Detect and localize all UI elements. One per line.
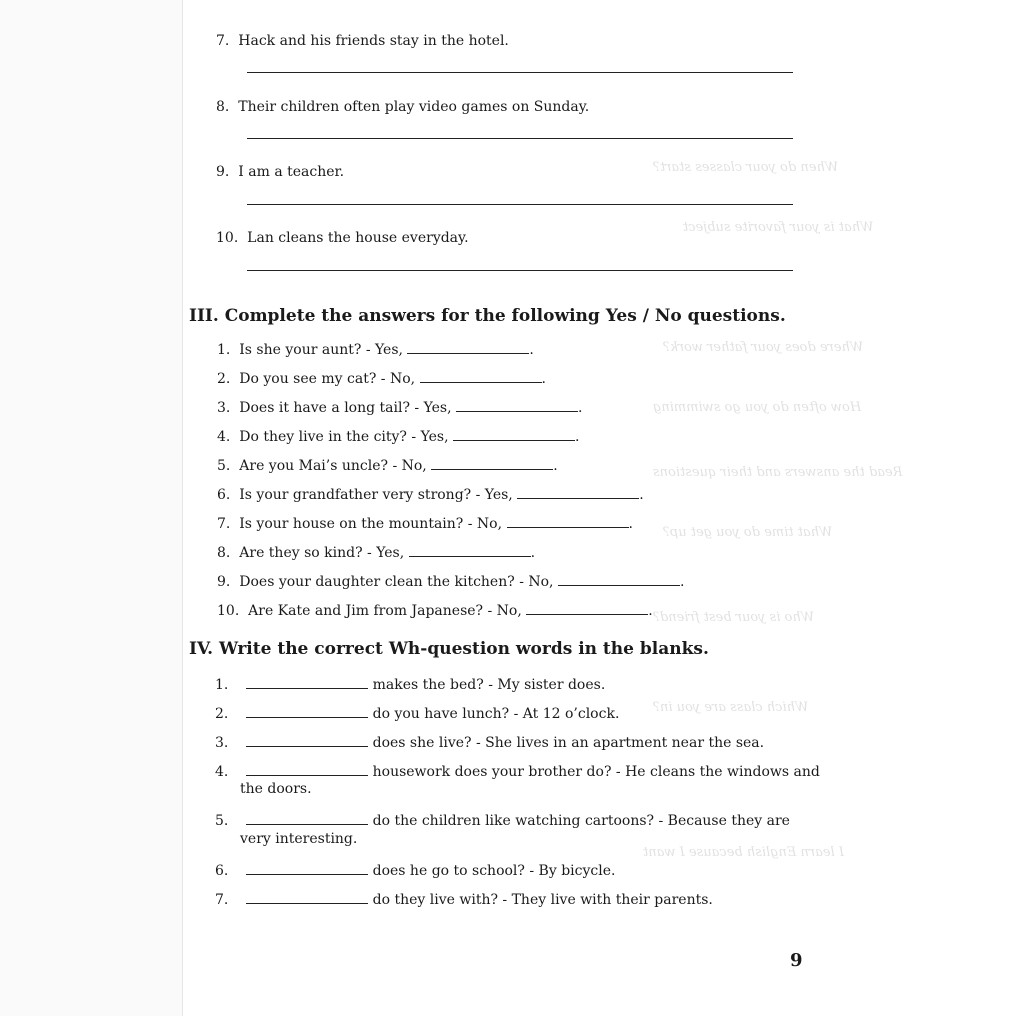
answer-blank[interactable] (558, 573, 680, 586)
item-text: Are they so kind? - Yes, (239, 545, 405, 561)
question-item: 6. Is your grandfather very strong? - Yes, . (217, 487, 644, 503)
item-text: Do you see my cat? - No, (239, 371, 416, 387)
item-number: 7. (216, 33, 230, 49)
item-number: 8. (216, 99, 230, 115)
page-gutter (0, 0, 183, 1016)
item-text: Are you Mai’s uncle? - No, (239, 458, 427, 474)
answer-blank[interactable] (517, 486, 639, 499)
item-text: Does it have a long tail? - Yes, (239, 400, 452, 416)
answer-blank[interactable] (453, 428, 575, 441)
item-number: 7. (215, 892, 229, 908)
question-item: 2. Do you see my cat? - No, . (217, 371, 546, 387)
item-text: I am a teacher. (238, 164, 345, 180)
item-number: 5. (217, 458, 231, 474)
sentence-item (216, 230, 469, 246)
wh-question-item (215, 676, 605, 693)
answer-blank[interactable] (246, 862, 368, 875)
item-text: Is she your aunt? - Yes, (239, 342, 403, 358)
item-text: Lan cleans the house everyday. (247, 230, 469, 246)
item-text: do you have lunch? - At 12 o’clock. (372, 706, 620, 722)
section-iii-title: III. Complete the answers for the following Yes / No questions. (189, 306, 786, 326)
item-number: 7. (217, 516, 231, 532)
answer-blank[interactable] (246, 763, 368, 776)
answer-blank[interactable] (246, 705, 368, 718)
item-number: 6. (217, 487, 231, 503)
wh-question-continuation: very interesting. (240, 831, 358, 847)
sentence-item (216, 99, 589, 115)
sentence-item (216, 33, 509, 49)
answer-line[interactable] (247, 72, 793, 73)
item-number: 2. (215, 706, 229, 722)
item-text: does she live? - She lives in an apartment near the sea. (372, 735, 765, 751)
item-number: 4. (215, 764, 229, 780)
answer-blank[interactable] (431, 457, 553, 470)
item-text: Do they live in the city? - Yes, (239, 429, 449, 445)
answer-blank[interactable] (420, 370, 542, 383)
answer-line[interactable] (247, 270, 793, 271)
answer-blank[interactable] (507, 515, 629, 528)
wh-question-item (215, 862, 615, 879)
page-number: 9 (790, 950, 803, 971)
item-number: 9. (217, 574, 231, 590)
item-number: 1. (215, 677, 229, 693)
item-number: 4. (217, 429, 231, 445)
item-number: 10. (217, 603, 240, 619)
item-text: Is your grandfather very strong? - Yes, (239, 487, 513, 503)
item-text: housework does your brother do? - He cleans the windows and (372, 764, 820, 780)
wh-question-item (215, 734, 764, 751)
item-number: 5. (215, 813, 229, 829)
wh-question-item (215, 763, 820, 780)
item-number: 6. (215, 863, 229, 879)
item-number: 8. (217, 545, 231, 561)
question-item: 7. Is your house on the mountain? - No, . (217, 516, 633, 532)
item-number: 3. (217, 400, 231, 416)
question-item: 3. Does it have a long tail? - Yes, . (217, 400, 583, 416)
item-text: Their children often play video games on Sunday. (238, 99, 590, 115)
item-text: do they live with? - They live with their parents. (372, 892, 713, 908)
item-number: 1. (217, 342, 231, 358)
item-text: do the children like watching cartoons? - Because they are (372, 813, 790, 829)
item-text: Hack and his friends stay in the hotel. (238, 33, 509, 49)
wh-question-item (215, 705, 619, 722)
item-text: Does your daughter clean the kitchen? - No, (239, 574, 554, 590)
question-item: 9. Does your daughter clean the kitchen? - No, . (217, 574, 685, 590)
item-text: makes the bed? - My sister does. (372, 677, 606, 693)
answer-line[interactable] (247, 204, 793, 205)
answer-blank[interactable] (246, 891, 368, 904)
question-item: 1. Is she your aunt? - Yes, . (217, 342, 534, 358)
answer-blank[interactable] (409, 544, 531, 557)
answer-blank[interactable] (526, 602, 648, 615)
worksheet-page: When do your classes start? What is your favorite subject Where does your father work? How often do you go swimming Read the answers and their questions What time do you get up? Who is your best friend? Which class are you in? I learn English because I want 7. Hack and his friends stay in the hotel. 8. Their children often play video games on Sunday. 9. I am a teacher. 10. Lan cleans the house everyday. III. Complete the answers for the following Yes / No questions. 1. Is she your aunt? - Yes, . 2. Do you see my cat? - No, . 3. Does it have a long tail? - Yes, . 4. Do they live in the city? - Yes, . 5. Are you Mai’s uncle? - No, . 6. Is your grandfather very strong? - Yes, . 7. Is your house on the mountain? - No, . 8. Are they so kind? - Yes, . 9. Does your daughter clean the kitchen? - No, . 10. Are Kate and Jim from Japanese? - No, . IV. Write the correct Wh-question words in the blanks. 1. makes the bed? - My sister does. 2. do you have lunch? - At 12 o’clock. 3. does she live? - She lives in an apartment near the sea. 4. housework does your brother do? - He cleans the windows and the doors. 5. do the children like watching cartoons? - Because they are very interesting. 6. does he go to school? - By bicycle. 7. do they live with? - They live with their parents. 9 (183, 0, 823, 1016)
answer-blank[interactable] (246, 676, 368, 689)
question-item: 5. Are you Mai’s uncle? - No, . (217, 458, 558, 474)
item-number: 10. (216, 230, 239, 246)
question-item: 8. Are they so kind? - Yes, . (217, 545, 536, 561)
wh-question-item (215, 891, 713, 908)
question-item: 10. Are Kate and Jim from Japanese? - No, . (217, 603, 653, 619)
answer-blank[interactable] (407, 341, 529, 354)
answer-line[interactable] (247, 138, 793, 139)
item-number: 9. (216, 164, 230, 180)
item-number: 2. (217, 371, 231, 387)
answer-blank[interactable] (456, 399, 578, 412)
item-text: Are Kate and Jim from Japanese? - No, (248, 603, 522, 619)
wh-question-continuation: the doors. (240, 781, 312, 797)
sentence-item (216, 164, 344, 180)
item-text: does he go to school? - By bicycle. (372, 863, 616, 879)
answer-blank[interactable] (246, 734, 368, 747)
wh-question-item (215, 812, 790, 829)
item-number: 3. (215, 735, 229, 751)
answer-blank[interactable] (246, 812, 368, 825)
section-iv-title: IV. Write the correct Wh-question words in the blanks. (189, 639, 709, 659)
question-item: 4. Do they live in the city? - Yes, . (217, 429, 580, 445)
item-text: Is your house on the mountain? - No, (239, 516, 503, 532)
